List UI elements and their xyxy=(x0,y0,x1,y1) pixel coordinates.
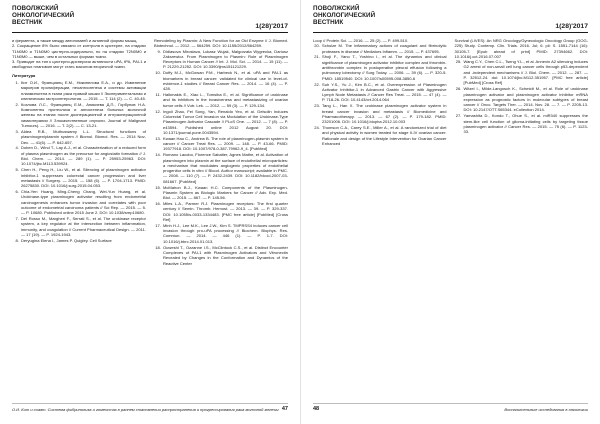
journal-title xyxy=(313,5,588,27)
references-list-left-col2 xyxy=(154,49,288,266)
left-column-2 xyxy=(154,38,288,380)
reference-continuation: Remodeling by Plasmin: A New Function for an Old Enzyme // J. Biomed. Biotechnol. — 2012. — 564259. DOI: 10.1155/2012/564259. xyxy=(154,38,288,49)
running-footer-text: Воспалительные исследования в онкологии xyxy=(504,407,588,412)
reference-item: 7. Del Rosso M., Margheri F., Serrati S., et al. The urokinase receptor system, a key regulator at the intersection between inflammation, immunity, and coagulation // Current Pharmaceutical Design. — 2011. — 17 (19). — P. 1924-1943. xyxy=(20,216,146,237)
reference-item: 12. Ingoli Zhao, Fei Song, Yan, Renaldo Yeo, et al. Gelsolin Induces Colorectal Tumor Cell Invasion via Modulation of the Urokinase-Type Plasminogen Activator Cascade // PLoS One. — 2012. — 7 (8). — P. e43594. Published online 2012 August 20. DOI: 10.1371/journal.pone.0043594. xyxy=(162,109,288,135)
footer-rule xyxy=(313,403,588,404)
reference-item: 22. Suh Y.S., Yu J., Kim B.C., et al. Overexpression of Plasminogen Activator Inhibitor-1 in Advanced Gastric Cancer with Aggressive Lymph Node Metastasis // Cancer Res Treat. — 2015. — 47 (4). — P. 718-26. DOI: 10.4143/crt.2014.064 xyxy=(321,82,447,103)
reference-item: 26. Witzel I., Milde-Langosch K., Schmidt M., et al. Role of urokinase plasminogen activator and plasminogen activator inhibitor mRNA expression as prognostic factors in molecular subtypes of breast cancer // Onco. Targets Ther. — 2014. Nov. 28. — 7. — P. 2205-13. DOI: 10.2147/OTT.S65344. eCollection 2014. xyxy=(463,86,589,112)
footer-rule xyxy=(12,403,288,404)
reference-item: 3. Aldea R.B., Muthuswamy L.L. Structural functions of plasminogen/plasmin system // Biomol. Biomol. Res. — 2014 Nov-Dec. — 41(6). — P. 642-657. xyxy=(20,129,146,145)
left-page-columns xyxy=(12,38,288,380)
journal-title-line2: ОНКОЛОГИЧЕСКИЙ xyxy=(313,12,376,20)
reference-item: 16. Miles L.A., Parmer R.J. Plasminogen receptors: The first quarter century // Semin. Thromb. Hemost. — 2013. — 39. — P. 329-337. DOI: 10.1055/s-0033-1334483. [PMC free article] [PubMed] [Cross Ref] xyxy=(162,201,288,222)
header-rule xyxy=(313,32,588,33)
right-page xyxy=(300,0,600,424)
references-list-left-col1 xyxy=(12,80,146,243)
reference-continuation: Survival (LIVES): An NRG Oncology/Gynecologic Oncology Group (GOG-225) Study. Contemp. Clin. Trials. 2016. Jul; 6. pii: S. 1551-7144 (16): 30105-7. [Epub ahead of print] PMID: 27394662. DOI: 10.1016/j.cct.2016.07.007 xyxy=(454,38,588,59)
left-column-1 xyxy=(12,38,146,380)
reference-item: 27. Yamashita D., Kondo T., Ohue S., et al. miR340 suppresses the stem-like cell function of glioma-initiating cells by targeting tissue plasminogen activator // Cancer Res. — 2015. — 75 (6). — P. 1123-33. xyxy=(463,113,589,134)
reference-item: 10. Duffy M.J., McGowan P.M., Harbeck N., et al. uPA and PAI-1 as biomarkers in breast cancer: validated for clinical use in level-of-evidence-1 studies // Breast Cancer Res. — 2014. — 16 (4). — P. 428. xyxy=(162,70,288,91)
left-page-header xyxy=(12,5,288,33)
reference-item: 24. Thomson C.A., Carey S.E., Miller A., et al. A randomized trial of diet and physical activity in women treated for stage II-IV ovarian cancer: Rationale and design of the Lifestyle Intervention for Ovarian Cancer Enhanced xyxy=(321,125,447,146)
reference-item: 17. Minh H.J., Lee M.K., Lee J.W., Kim S. TMPRSS4 induces cancer cell invasion through pro-uPA processing // Biochem. Biophys. Res. Commun. — 2014. — 446 (1). — P. 1-7. DOI: 10.1016/j.bbrc.2014.01.013. xyxy=(162,223,288,244)
issue-number: 1(28)'2017 xyxy=(255,23,288,30)
journal-title-line3: ВЕСТНИК xyxy=(313,19,344,27)
journal-title-line3: ВЕСТНИК xyxy=(12,19,43,27)
journal-title-line1: ПОВОЛЖСКИЙ xyxy=(12,5,59,12)
journal-title xyxy=(12,5,288,27)
reference-continuation: Loop // Protein Sci. — 2016. — 25 (2). — P. 499-510. xyxy=(313,38,409,43)
page-number: 48 xyxy=(313,406,320,412)
references-list-right-col2 xyxy=(455,59,589,134)
right-page-header xyxy=(313,5,588,33)
reference-item: 23. Tang L., Han X. The urokinase plasminogen activator system in breast cancer invasion and metastasis // Biomedicine and Pharmacotherapy. — 2013. — 67 (2). — P. 179-182. PMID: 23201006. DOI: 10.1016/j.biopha.2012.10.003 xyxy=(321,103,447,124)
reference-item: 2. Козлова Л.С., Франциянц Е.М., Аникиева Д.П., Горбунов Н.А. Компоненты протеолиза и ангиогенеза больных молочной железы на этапах после дооперационной и интраоперационной химиотерапии // Злокачественные опухоли. Journal of Malignant Tumours). — 2016. — Т. 2(2). — С. 13-21. xyxy=(20,102,146,128)
journal-title-line2: ОНКОЛОГИЧЕСКИЙ xyxy=(12,12,75,20)
reference-item: 20. Schulze M. The inflammatory actions of coagulant and fibrinolytic proteases in disease // Mediators Inflamm. — 2015. — P. 437695. xyxy=(321,43,447,54)
left-page-footer xyxy=(12,405,288,414)
intro-paragraph-3: 3. Приводит на тип к цистерно-дисперсии активности uPA, tPA, PAI-1 и свободных планомин могут стать масоном вторичной ткани. xyxy=(12,59,146,70)
right-page-columns xyxy=(313,38,588,380)
intro-paragraph-1: и фермента, а также между автономией и активной формы мышц. xyxy=(12,38,138,43)
reference-item: 13. Kwaan Hau C., Andrew B. The role of plasminogen-plasmin system in cancer // Cancer Treat Res. — 2009. — 148. — P. 43-66. PMID: 19377918. DOI: 10.1007/978-0-387-79962-9_4. [PubMed] xyxy=(162,136,288,152)
right-column-2 xyxy=(455,38,589,380)
reference-item: 15. McMahon B.J., Kwaan H.C. Components of the Plasminogen-Plasmin System as Biologic Markers for Cancer // Adv. Exp. Med. Biol. — 2015. — 867. — P. 145-56. xyxy=(162,185,288,201)
reference-item: 8. Deryugina Elena I., James P. Quigley. Cell Surface xyxy=(20,238,146,243)
reference-item: 5. Chen H., Peng H., Liu W., et al. Silencing of plasminogen activator inhibitor-1 suppresses colorectal cancer progression and liver metastasis // Surgery. — 2015. — 158 (6). — P. 1704-1713. PMID: 26275830. DOI: 10.1016/j.surg.2015.04.053. xyxy=(20,167,146,188)
reference-item: 11. Halkmakis E., Xiao L., Tomsiba E., et al. Significance of urokinase and its inhibitors in the invasiveness and metastasizing of ovarian tumor cells // Vutr. Lek. — 2012. — 59 (3). — P. 129-134. xyxy=(162,92,288,108)
intro-paragraph-2: 2. Сокращение 8% было связано от контроля в цистерне, на стадиях T1N0M0 и T1N0M0 цистерно-сидерально, но на стадиях T2N0M0 и T1N0M0 — выше, чем в остальных формах ткани. xyxy=(12,43,146,59)
reference-item: 18. Ouweshi T., Ozzanne I.S., McClintock C.S., et al. Distinct Encounter Complexes of PAI-1 with Plasminogen Activators and Vitronectin Revealed by Changes in the Conformation and Dynamics of the Reactive Center xyxy=(162,245,288,266)
right-column-1 xyxy=(313,38,447,380)
references-heading: Литература xyxy=(12,72,36,78)
reference-item: 6. Chia-Yen Huang, Ming-Cheng Chang, Wei-Yun Huang, et al. Urokinase-type plasminogen activator resulting from endometrial carcinogenesis enhances tumor invasion and correlates with poor outcome of endometrial carcinoma patients // Sci Rep. — 2015. — 5. — P. 10680. Published online 2015 June 2. DOI: 10.1038/srep10680. xyxy=(20,189,146,215)
right-page-footer xyxy=(313,405,588,414)
reference-item: 14. Romano Lacobo, Florence Sabatier, Agnes Mathe, et al. Activation of plasminogen into plasmin at the surface of endothelial microparticles: a mechanism that modulates angiogenic properties of endothelial progenitor cells in vitro // Blood. Author manuscript; available in PMC. — 2008. — 110 (7). — P. 2432-2439. DOI: 10.1182/blood-2007-03-081667. [PubMed] xyxy=(162,152,288,184)
references-list-right-col1 xyxy=(313,43,447,146)
header-rule xyxy=(12,32,288,33)
reference-item: 1. Кит О.И., Франциянц Е.М., Никипелова Е.А., и др. Изменение маркеров пролиферации, неоангиогенеза и системы активации плазминогена в ткани рака прямой кишки // Экспериментальная и клиническая гастроэнтерология. — 2015. — Т. 114 (2). — С. 40-45. xyxy=(20,80,146,101)
reference-item: 25. Wang C.Y., Chen C.L., Tseng Y.L., et al. Annexin A2 silencing induces G2 arrest of non-small cell lung cancer cells through p53-dependent and -independent mechanisms // J. Biol. Chem. — 2012. — 287. — P. 32512-24. doi: 10.1074/jbc.M112.351957. [PMC free article] [PubMed] [Cross Ref] xyxy=(463,59,589,85)
page-number: 47 xyxy=(281,406,288,412)
reference-item: 9. Didiasova Miroslava, Lukasz Wujak, Malgorzata Wygrecka, Dariusz Zakrzewicz. From Plasminogen to Plasmin: Role of Plasminogen Receptors in Human Cancer // Int. J. Mol. Sci. — 2014. — 15 (11). — P. 21229-21252. DOI: 10.3390/ijms151121229. xyxy=(162,49,288,70)
reference-item: 21. Shoji F., Yano T., Yoshino I., et al. The dynamics and clinical significance of plasminogen activator inhibitor complex and thrombin-antithrombin complex in postoperative pleural effusion following a pulmonary lobectomy // Surg Today. — 2006. — 39 (6). — P. 320-5. PMID: 18519540. DOI: 10.1007/s00595-008-3850-6 xyxy=(321,54,447,80)
running-footer-text: О.И. Кит и соавт. Система фибринолиза и гомеостаз в раннем становлении распространения и прогрессирования рака молочной железы xyxy=(12,407,279,412)
journal-title-line1: ПОВОЛЖСКИЙ xyxy=(313,5,360,12)
reference-item: 4. Duben D., Wind T., Lay A.J., et al. Characterization of a reduced form of plasma plasminogen as the precursor for angiostatin formation // J. Biol. Chem. — 2014. — 289 (1). — P. 25953-25963. DOI: 10.1074/jbc.M113.539924. xyxy=(20,145,146,166)
issue-number: 1(28)'2017 xyxy=(555,23,588,30)
